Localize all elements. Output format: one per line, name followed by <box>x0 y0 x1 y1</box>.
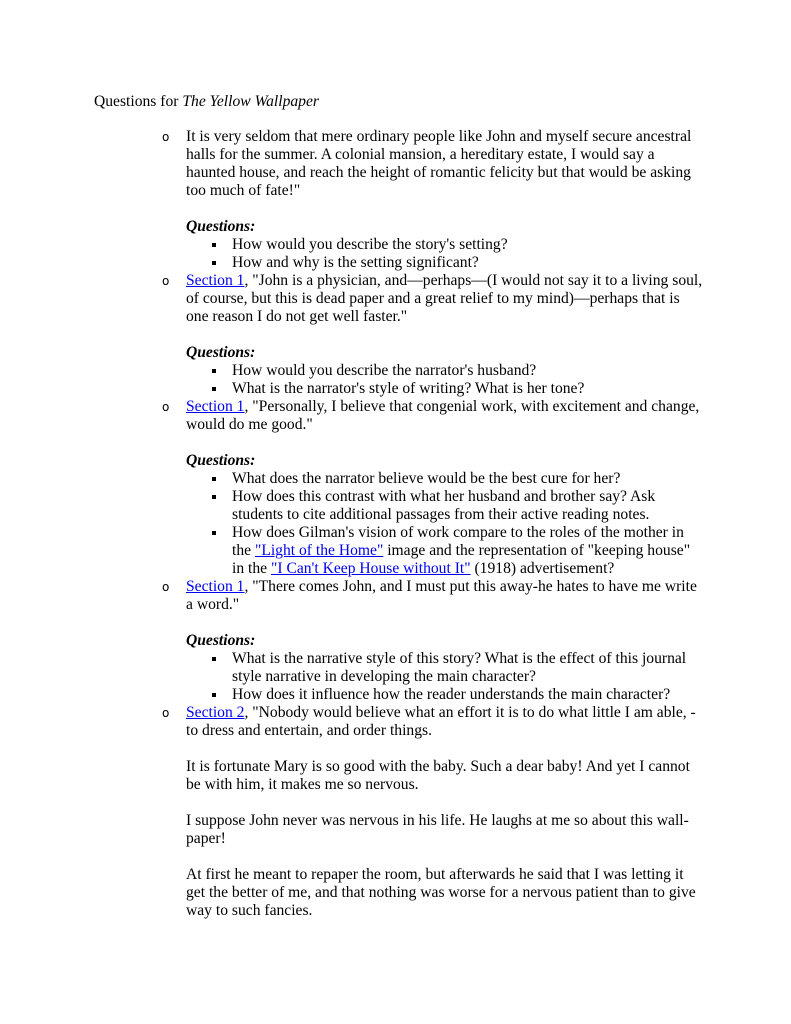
square-bullet-icon <box>212 657 216 661</box>
square-bullet-icon <box>212 261 216 265</box>
square-bullet-icon <box>212 495 216 499</box>
questions-block <box>186 632 706 704</box>
square-bullet-icon <box>212 387 216 391</box>
question-sublist <box>186 470 706 578</box>
question-text: How would you describe the narrator's husband? <box>232 362 537 379</box>
question-text: What is the narrative style of this story? What is the effect of this journal style narrative in developing the main character? <box>232 650 687 685</box>
list-item <box>162 398 706 578</box>
question-text: What does the narrator believe would be the best cure for her? <box>232 470 621 487</box>
questions-heading: Questions: <box>186 632 256 649</box>
question-item <box>186 470 706 488</box>
square-bullet-icon <box>212 243 216 247</box>
questions-block <box>186 218 706 272</box>
circle-bullet-icon: o <box>162 400 170 414</box>
question-sublist <box>186 650 706 704</box>
cant-keep-house-link[interactable]: "I Can't Keep House without It" <box>270 560 471 577</box>
square-bullet-icon <box>212 693 216 697</box>
question-text-part: How does Gilman's vision of work compare to the roles of the mother in the <box>232 524 684 559</box>
title-prefix: Questions for <box>94 93 183 110</box>
quote-text: , "Personally, I believe that congenial work, with excitement and change, would do me good." <box>186 398 700 433</box>
circle-bullet-icon: o <box>162 130 170 144</box>
question-text: How would you describe the story's setting? <box>232 236 508 253</box>
questions-block <box>186 344 706 398</box>
square-bullet-icon <box>212 531 216 535</box>
quote-text: , "Nobody would believe what an effort it is to do what little I am able, - to dress and entertain, and order things. <box>186 704 696 739</box>
list-item <box>162 272 706 398</box>
title-work: The Yellow Wallpaper <box>182 93 319 110</box>
question-item <box>186 686 706 704</box>
quote-text: , "John is a physician, and—perhaps—(I would not say it to a living soul, of course, but this is dead paper and a great relief to my mind)—perhaps that is one reason I do not get well faster." <box>186 272 703 325</box>
question-text: How does this contrast with what her husband and brother say? Ask students to cite additional passages from their active reading notes. <box>232 488 656 523</box>
quote-paragraph <box>186 704 706 740</box>
list-item <box>162 578 706 704</box>
quote-text: It is very seldom that mere ordinary people like John and myself secure ancestral halls for the summer. A colonial mansion, a hereditary estate, I would say a haunted house, and reach the height of romantic felicity but that would be asking too much of fate!" <box>186 128 692 199</box>
questions-heading: Questions: <box>186 344 256 361</box>
list-item <box>162 128 706 272</box>
question-sublist <box>186 236 706 272</box>
quote-paragraph: At first he meant to repaper the room, but afterwards he said that I was letting it get the better of me, and that nothing was worse for a nervous patient than to give way to such fancies. <box>186 866 696 919</box>
question-sublist <box>186 362 706 398</box>
question-list <box>162 128 706 920</box>
question-text: What is the narrator's style of writing? What is her tone? <box>232 380 585 397</box>
question-text: How does it influence how the reader understands the main character? <box>232 686 671 703</box>
question-item <box>186 254 706 272</box>
square-bullet-icon <box>212 369 216 373</box>
question-item <box>186 380 706 398</box>
quote-paragraph: I suppose John never was nervous in his life. He laughs at me so about this wall-paper! <box>186 812 689 847</box>
question-item <box>186 362 706 380</box>
questions-heading: Questions: <box>186 452 256 469</box>
question-text-part: (1918) advertisement? <box>470 560 615 577</box>
quote-paragraph: It is fortunate Mary is so good with the baby. Such a dear baby! And yet I cannot be with him, it makes me so nervous. <box>186 758 690 793</box>
quote-paragraph <box>186 398 706 434</box>
square-bullet-icon <box>212 477 216 481</box>
section-link[interactable]: Section 1 <box>186 398 245 415</box>
question-item <box>186 524 706 578</box>
circle-bullet-icon: o <box>162 580 170 594</box>
document-title <box>94 92 319 112</box>
section-link[interactable]: Section 1 <box>186 578 245 595</box>
question-item <box>186 650 706 686</box>
list-item <box>162 704 706 920</box>
section-link[interactable]: Section 2 <box>186 704 245 721</box>
quote-paragraph <box>186 272 706 326</box>
questions-block <box>186 452 706 578</box>
question-text: How and why is the setting significant? <box>232 254 479 271</box>
question-item <box>186 236 706 254</box>
quote-paragraph <box>186 578 706 614</box>
quote-text: , "There comes John, and I must put this away-he hates to have me write a word." <box>186 578 697 613</box>
section-link[interactable]: Section 1 <box>186 272 245 289</box>
questions-heading: Questions: <box>186 218 256 235</box>
light-of-the-home-link[interactable]: "Light of the Home" <box>254 542 384 559</box>
question-text-part: image and the representation of "keeping house" in the <box>232 542 691 577</box>
circle-bullet-icon: o <box>162 274 170 288</box>
question-item <box>186 488 706 524</box>
circle-bullet-icon: o <box>162 706 170 720</box>
